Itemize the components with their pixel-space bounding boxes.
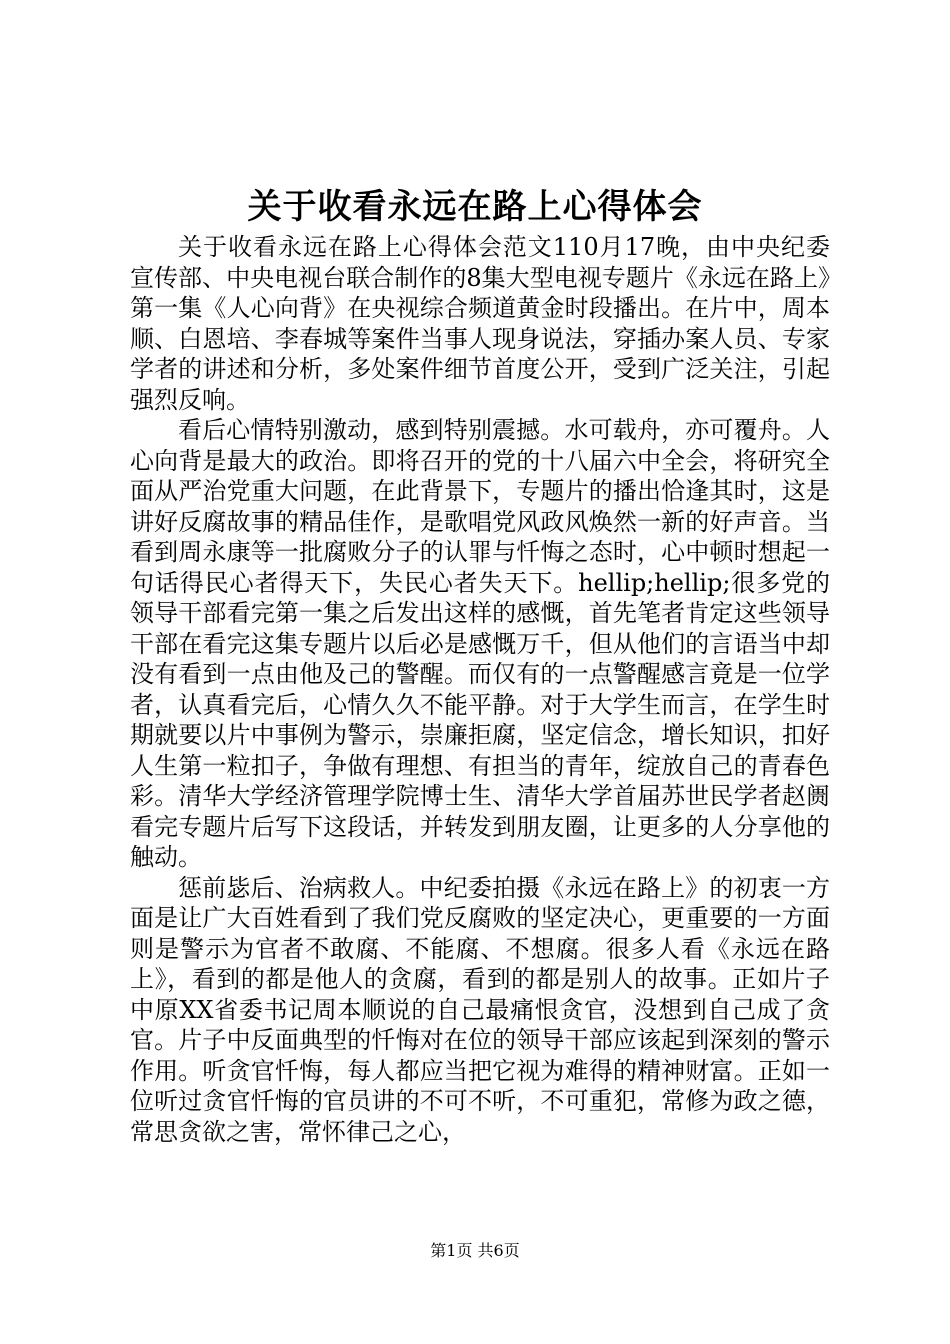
document-title: 关于收看永远在路上心得体会 [247,187,703,227]
paragraph: 惩前毖后、治病救人。中纪委拍摄《永远在路上》的初衷一方面是让广大百姓看到了我们党反腐败的坚定决心，更重要的一方面则是警示为官者不敢腐、不能腐、不想腐。很多人看《永远在路上》，看到的都是他人的贪腐，看到的都是别人的故事。正如片子中原XX省委书记周本顺说的自己最痛恨贪官，没想到自己成了贪官。片子中反面典型的忏悔对在位的领导干部应该起到深刻的警示作用。听贪官忏悔，每人都应当把它视为难得的精神财富。正如一位听过贪官忏悔的官员讲的不可不听，不可重犯，常修为政之德，常思贪欲之害，常怀律己之心， [130,873,830,1146]
paragraph: 看后心情特别激动，感到特别震撼。水可载舟，亦可覆舟。人心向背是最大的政治。即将召开的党的十八届六中全会，将研究全面从严治党重大问题，在此背景下，专题片的播出恰逢其时，这是讲好反腐故事的精品佳作，是歌唱党风政风焕然一新的好声音。当看到周永康等一批腐败分子的认罪与忏悔之态时，心中顿时想起一句话得民心者得天下，失民心者失天下。hellip;hellip;很多党的领导干部看完第一集之后发出这样的感慨，首先笔者肯定这些领导干部在看完这集专题片以后必是感慨万千，但从他们的言语当中却没有看到一点由他及己的警醒。而仅有的一点警醒感言竟是一位学者，认真看完后，心情久久不能平静。对于大学生而言，在学生时期就要以片中事例为警示，崇廉拒腐，坚定信念，增长知识，扣好人生第一粒扣子，争做有理想、有担当的青年，绽放自己的青春色彩。清华大学经济管理学院博士生、清华大学首届苏世民学者赵阓看完专题片后写下这段话，并转发到朋友圈，让更多的人分享他的触动。 [130,416,830,871]
page-footer: 第1页 共6页 [430,1241,520,1260]
document-body [130,232,830,1147]
paragraph: 关于收看永远在路上心得体会范文110月17晚，由中央纪委宣传部、中央电视台联合制作的8集大型电视专题片《永远在路上》第一集《人心向背》在央视综合频道黄金时段播出。在片中，周本顺、白恩培、李春城等案件当事人现身说法，穿插办案人员、专家学者的讲述和分析，多处案件细节首度公开，受到广泛关注，引起强烈反响。 [130,233,830,414]
